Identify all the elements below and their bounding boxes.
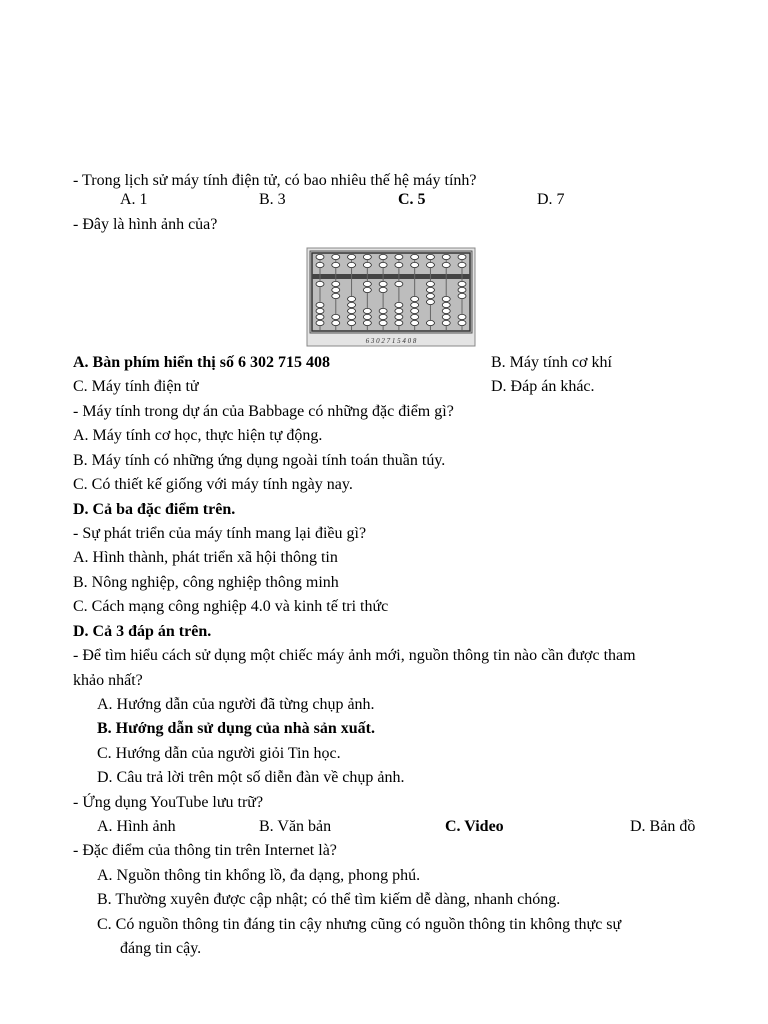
abacus-bead — [379, 308, 387, 313]
q5-option-c: C. Hướng dẫn của người giỏi Tin học. — [97, 745, 341, 762]
abacus-bead — [458, 262, 466, 267]
q1-option-d: D. 7 — [537, 191, 565, 208]
abacus-bead — [363, 287, 371, 292]
q2-option-b: B. Máy tính cơ khí — [491, 354, 612, 371]
q6-option-c: C. Video — [445, 818, 504, 835]
q7-option-c-line1: C. Có nguồn thông tin đáng tin cậy nhưng cũng có nguồn thông tin không thực sự — [97, 916, 622, 933]
abacus-bead — [442, 254, 450, 259]
abacus-bead — [316, 314, 324, 319]
abacus-bead — [332, 254, 340, 259]
abacus-bead — [395, 308, 403, 313]
abacus-bead — [458, 287, 466, 292]
q3-option-a: A. Máy tính cơ học, thực hiện tự động. — [73, 427, 323, 444]
abacus-bead — [395, 314, 403, 319]
abacus-bead — [411, 302, 419, 307]
abacus-bead — [442, 314, 450, 319]
abacus-bead — [442, 320, 450, 325]
abacus-bead — [395, 281, 403, 286]
abacus-bead — [332, 262, 340, 267]
abacus-bead — [348, 314, 356, 319]
abacus-bead — [442, 262, 450, 267]
abacus-bead — [426, 299, 434, 304]
q4-option-c: C. Cách mạng công nghiệp 4.0 và kinh tế tri thức — [73, 598, 389, 615]
q7-option-c-line2: đáng tin cậy. — [120, 940, 202, 957]
abacus-bead — [363, 262, 371, 267]
q1-option-a: A. 1 — [120, 191, 148, 208]
abacus-bead — [442, 308, 450, 313]
q7-option-b: B. Thường xuyên được cập nhật; có thể tìm kiếm dễ dàng, nhanh chóng. — [97, 891, 561, 908]
abacus-bead — [411, 254, 419, 259]
abacus-bead — [426, 287, 434, 292]
abacus-bead — [363, 308, 371, 313]
q2-option-c: C. Máy tính điện tử — [73, 378, 199, 395]
q2-option-a: A. Bàn phím hiển thị số 6 302 715 408 — [73, 354, 330, 371]
q7-option-a: A. Nguồn thông tin khổng lồ, đa dạng, phong phú. — [97, 867, 421, 884]
abacus-bead — [426, 320, 434, 325]
q6-question: - Ứng dụng YouTube lưu trữ? — [73, 794, 264, 811]
abacus-bead — [332, 314, 340, 319]
abacus-bead — [379, 287, 387, 292]
abacus-bead — [458, 320, 466, 325]
abacus-bead — [348, 262, 356, 267]
q7-question: - Đặc điểm của thông tin trên Internet là? — [73, 842, 337, 859]
q3-option-c: C. Có thiết kế giống với máy tính ngày nay. — [73, 476, 353, 493]
q3-option-b: B. Máy tính có những ứng dụng ngoài tính toán thuần túy. — [73, 452, 446, 469]
abacus-bead — [379, 320, 387, 325]
q6-option-d: D. Bản đồ — [630, 818, 696, 835]
abacus-bead — [316, 302, 324, 307]
abacus-bead — [426, 254, 434, 259]
q4-option-b: B. Nông nghiệp, công nghiệp thông minh — [73, 574, 339, 591]
q5-option-b: B. Hướng dẫn sử dụng của nhà sản xuất. — [97, 720, 375, 737]
abacus-bead — [379, 262, 387, 267]
q3-question: - Máy tính trong dự án của Babbage có những đặc điểm gì? — [73, 403, 454, 420]
abacus-bead — [316, 281, 324, 286]
abacus-bead — [332, 293, 340, 298]
abacus-bead — [316, 262, 324, 267]
abacus-bead — [395, 262, 403, 267]
abacus-bead — [316, 254, 324, 259]
abacus-bead — [395, 254, 403, 259]
q5-option-a: A. Hướng dẫn của người đã từng chụp ảnh. — [97, 696, 375, 713]
abacus-bead — [348, 296, 356, 301]
q1-question: - Trong lịch sử máy tính điện tử, có bao nhiêu thế hệ máy tính? — [73, 172, 477, 189]
abacus-bead — [363, 281, 371, 286]
abacus-bead — [363, 314, 371, 319]
abacus-bead — [426, 293, 434, 298]
abacus-bead — [332, 281, 340, 286]
abacus-bead — [379, 254, 387, 259]
abacus-bead — [411, 296, 419, 301]
abacus-bead — [426, 281, 434, 286]
abacus-bead — [363, 320, 371, 325]
q5-question-line2: khảo nhất? — [73, 672, 143, 689]
abacus-bead — [363, 254, 371, 259]
abacus-bead — [458, 281, 466, 286]
q4-question: - Sự phát triển của máy tính mang lại điều gì? — [73, 525, 367, 542]
abacus-bead — [411, 314, 419, 319]
q6-option-b: B. Văn bản — [259, 818, 332, 835]
abacus-bead — [348, 308, 356, 313]
q2-question: - Đây là hình ảnh của? — [73, 216, 218, 233]
abacus-bead — [379, 314, 387, 319]
abacus-bead — [442, 302, 450, 307]
abacus-bead — [458, 293, 466, 298]
q3-option-d: D. Cả ba đặc điểm trên. — [73, 501, 236, 518]
abacus-bead — [316, 320, 324, 325]
abacus-bead — [458, 314, 466, 319]
q1-option-b: B. 3 — [259, 191, 286, 208]
q4-option-a: A. Hình thành, phát triển xã hội thông tin — [73, 549, 338, 566]
abacus-image — [306, 247, 476, 347]
abacus-bead — [411, 308, 419, 313]
abacus-bead — [332, 287, 340, 292]
abacus-bead — [348, 302, 356, 307]
abacus-bead — [395, 320, 403, 325]
q6-option-a: A. Hình ảnh — [97, 818, 176, 835]
abacus-bead — [348, 254, 356, 259]
abacus-bead — [395, 302, 403, 307]
abacus-bead — [458, 254, 466, 259]
abacus-digits: 6 3 0 2 7 1 5 4 0 8 — [365, 337, 417, 345]
q4-option-d: D. Cả 3 đáp án trên. — [73, 623, 212, 640]
abacus-bead — [379, 281, 387, 286]
q5-option-d: D. Câu trả lời trên một số diễn đàn về chụp ảnh. — [97, 769, 405, 786]
q5-question-line1: - Để tìm hiểu cách sử dụng một chiếc máy ảnh mới, nguồn thông tin nào cần được tham — [73, 647, 636, 664]
abacus-bead — [316, 308, 324, 313]
abacus-bead — [426, 262, 434, 267]
abacus-bead — [411, 262, 419, 267]
abacus-bead — [348, 320, 356, 325]
q1-option-c: C. 5 — [398, 191, 426, 208]
abacus-bead — [332, 320, 340, 325]
abacus-bead — [442, 296, 450, 301]
q2-option-d: D. Đáp án khác. — [491, 378, 595, 395]
abacus-bead — [411, 320, 419, 325]
